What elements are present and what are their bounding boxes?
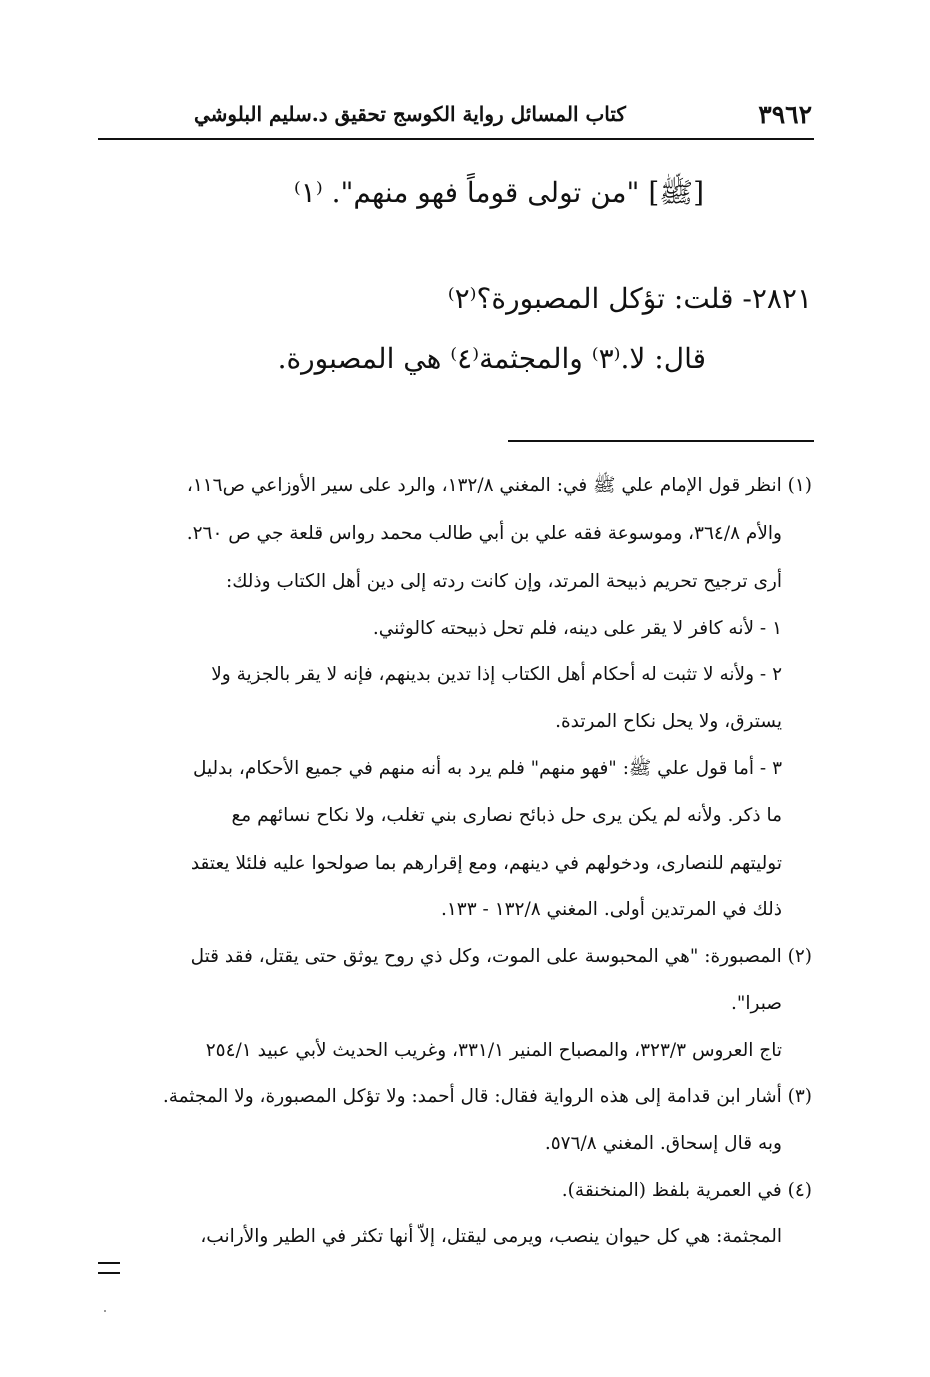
footnote-line: المجثمة: هي كل حيوان ينصب، ويرمى ليقتل، إلاّ أنها تكثر في الطير والأرانب، [200,1226,782,1247]
footnote-line: ١ - لأنه كافر لا يقر على دينه، فلم تحل ذبيحته كالوثني. [372,618,782,639]
continuation-mark [98,1262,120,1274]
footnote-line: (٤) في العمرية بلفظ (المنخنقة). [561,1180,812,1201]
footnote-line: صبرا". [730,993,782,1014]
running-header [98,92,812,136]
scan-speck [104,1310,106,1312]
header-rule [98,138,814,140]
footnote-line: ٢ - ولأنه لا تثبت له أحكام أهل الكتاب إذا تدين بدينهم، فإنه لا يقر بالجزية ولا [211,664,782,685]
footnote-line: أرى ترجيح تحريم ذبيحة المرتد، وإن كانت ردته إلى دين أهل الكتاب وذلك: [225,571,782,592]
footnote-line: (٢) المصبورة: "هي المحبوسة على الموت، وكل ذي روح يوثق حتى يقتل، فقد قتل [190,946,812,967]
footnote-line: ما ذكر. ولأنه لم يكن يرى حل ذبائح نصارى بني تغلب، ولا نكاح نسائهم مع [231,805,782,826]
main-text-line-3: قال: لا.⁽٣⁾ والمجثمة⁽٤⁾ هي المصبورة. [277,342,706,375]
footnote-line: (١) انظر قول الإمام علي ﷺ في: المغني ١٣٢/٨، والرد على سير الأوزاعي ص١١٦، [186,475,812,496]
footnote-line: تاج العروس ٣٢٣/٣، والمصباح المنير ٣٣١/١، وغريب الحديث لأبي عبيد ٢٥٤/١ [205,1040,782,1061]
footnote-line: ٣ - أما قول علي ﷺ: "فهو منهم" فلم يرد به أنه منهم في جميع الأحكام، بدليل [192,758,782,779]
footnote-separator [508,440,814,442]
book-title: كتاب المسائل رواية الكوسج تحقيق د.سليم البلوشي [194,102,626,126]
footnote-line: توليتهم للنصارى، ودخولهم في دينهم، ومع إقرارهم بما صولحوا عليه فلئلا يعتقد [190,853,782,874]
footnote-line: والأم ٣٦٤/٨، وموسوعة فقه علي بن أبي طالب محمد رواس قلعة جي ص ٢٦٠. [186,523,782,544]
footnote-line: (٣) أشار ابن قدامة إلى هذه الرواية فقال: قال أحمد: ولا تؤكل المصبورة، ولا المجثمة. [162,1086,812,1107]
footnote-line: ذلك في المرتدين أولى. المغني ١٣٢/٨ - ١٣٣. [440,899,782,920]
footnote-line: يسترق، ولا يحل نكاح المرتدة. [555,711,782,732]
main-text-line-1: [ﷺ] "من تولى قوماً فهو منهم". ⁽١⁾ [293,176,704,209]
page-number: ٣٩٦٢ [758,99,812,129]
footnote-line: وبه قال إسحاق. المغني ٥٧٦/٨. [544,1133,782,1154]
main-text-line-2: ٢٨٢١- قلت: تؤكل المصبورة؟⁽٢⁾ [447,282,812,315]
